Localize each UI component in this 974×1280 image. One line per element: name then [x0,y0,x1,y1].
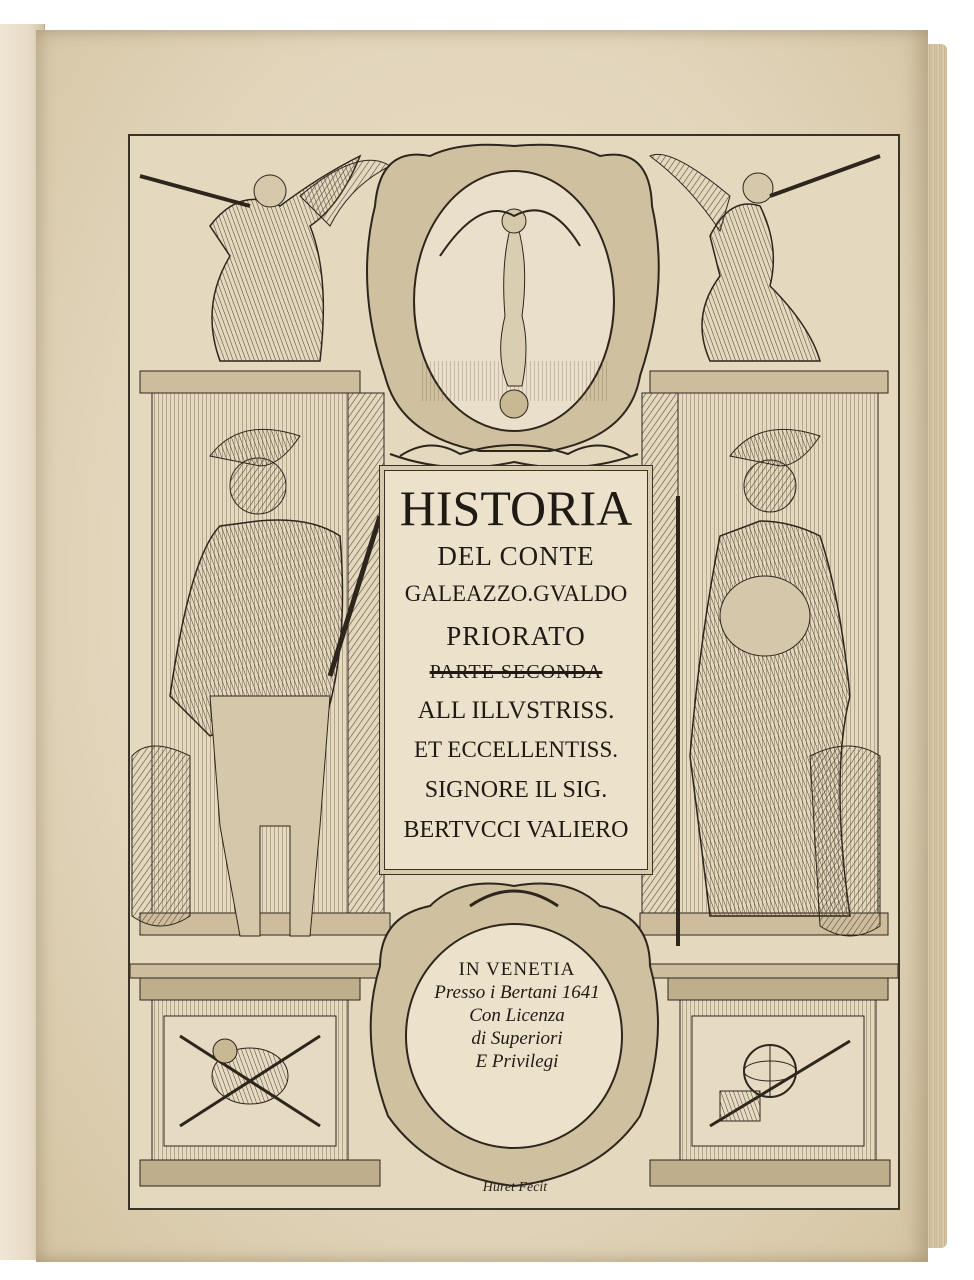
title-panel [384,470,648,870]
right-angel-figure [650,154,880,361]
title-line-del-conte: DEL CONTE [437,541,595,571]
fortuna-medallion [367,145,659,456]
page-edges [925,44,947,1248]
engraver-signature: Huret Fecit [482,1180,548,1195]
book-title: HISTORIA [399,480,633,536]
imprint-line: Presso i Bertani 1641 [434,982,600,1003]
title-line-author-name: GALEAZZO.GVALDO [404,581,628,606]
right-trophy-panel [692,1016,864,1146]
title-line-priorato: PRIORATO [446,621,586,651]
dedication-line: SIGNORE IL SIG. [424,777,608,803]
imprint-line: E Privilegi [475,1051,559,1072]
laurel-garland [390,454,638,467]
imprint-text [412,958,622,1073]
imprint-line: di Superiori [471,1028,563,1049]
dedication-line: ET ECCELLENTISS. [413,737,618,762]
dedication-line: BERTVCCI VALIERO [403,817,629,843]
dedication-line: ALL ILLVSTRISS. [417,697,615,724]
imprint-line: Con Licenza [469,1005,565,1026]
left-trophy-panel [164,1016,336,1146]
left-angel-figure [140,156,390,361]
imprint-line: IN VENETIA [458,959,576,980]
title-line-struck-part: PARTE SECONDA [429,661,603,683]
